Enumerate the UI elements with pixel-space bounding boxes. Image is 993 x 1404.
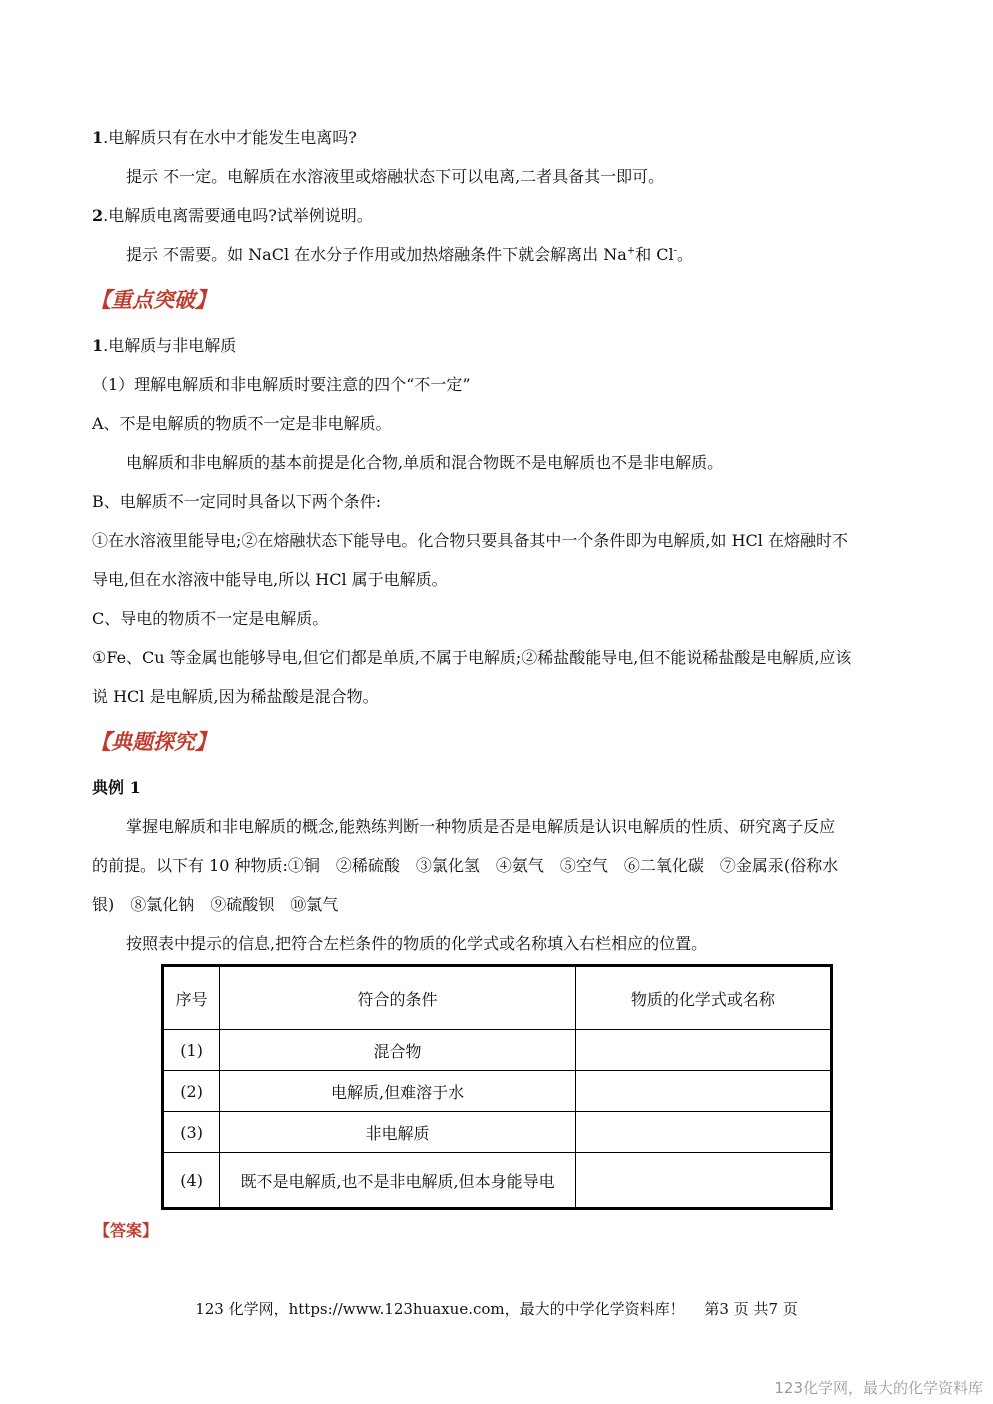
answer-label: 【答案】 — [94, 1221, 159, 1240]
table-row — [163, 1153, 832, 1209]
row-answer-cell[interactable] — [575, 1112, 831, 1153]
point-b-text-1: ①在水溶液里能导电;②在熔融状态下能导电。化合物只要具备其中一个条件即为电解质,如 HCl 在熔融时不 — [92, 531, 848, 550]
point-b: B、电解质不一定同时具备以下两个条件: — [92, 492, 382, 511]
heading-electrolyte — [92, 336, 236, 356]
row-condition: 既不是电解质,也不是非电解质,但本身能导电 — [220, 1153, 576, 1209]
table-row — [163, 1071, 832, 1112]
point-b-text-2: 导电,但在水溶液中能导电,所以 HCl 属于电解质。 — [92, 570, 448, 589]
subheading-four-not: （1）理解电解质和非电解质时要注意的四个“不一定” — [92, 375, 471, 394]
row-condition: 混合物 — [220, 1030, 576, 1071]
point-a: A、不是电解质的物质不一定是非电解质。 — [92, 414, 392, 433]
row-condition: 非电解质 — [220, 1112, 576, 1153]
table-header-row — [163, 966, 832, 1030]
question-2-hint-b: 和 Cl — [635, 245, 674, 264]
question-2-text: .电解质电离需要通电吗?试举例说明。 — [103, 206, 373, 225]
point-c: C、导电的物质不一定是电解质。 — [92, 609, 329, 628]
point-c-text-1: ①Fe、Cu 等金属也能够导电,但它们都是单质,不属于电解质;②稀盐酸能导电,但不能说稀盐酸是电解质,应该 — [92, 648, 852, 667]
question-2-hint-c: 。 — [677, 245, 694, 264]
question-1-text: .电解质只有在水中才能发生电离吗? — [103, 128, 357, 147]
row-number: (2) — [163, 1071, 220, 1112]
row-number: (1) — [163, 1030, 220, 1071]
question-2-number: 2 — [92, 206, 104, 225]
page-footer: 123 化学网，https://www.123huaxue.com，最大的中学化学资料库！ 第3 页 共7 页 — [195, 1300, 798, 1318]
point-c-text-2: 说 HCl 是电解质,因为稀盐酸是混合物。 — [92, 687, 379, 706]
question-2-hint-a: 提示 不需要。如 NaCl 在水分子作用或加热熔融条件下就会解离出 Na — [126, 245, 627, 264]
example-instruction: 按照表中提示的信息,把符合左栏条件的物质的化学式或名称填入右栏相应的位置。 — [126, 934, 708, 953]
answer-table — [161, 964, 833, 1210]
row-answer-cell[interactable] — [575, 1030, 831, 1071]
point-a-text: 电解质和非电解质的基本前提是化合物,单质和混合物既不是电解质也不是非电解质。 — [126, 453, 724, 472]
question-1-hint: 提示 不一定。电解质在水溶液里或熔融状态下可以电离,二者具备其一即可。 — [126, 167, 665, 186]
question-2-hint — [126, 245, 693, 265]
sodium-charge: + — [626, 245, 636, 257]
header-number: 序号 — [163, 966, 220, 1030]
question-1-number: 1 — [92, 128, 104, 147]
heading-number: 1 — [92, 336, 104, 355]
table-row — [163, 1112, 832, 1153]
heading-text: .电解质与非电解质 — [103, 336, 237, 355]
question-2 — [92, 206, 373, 226]
row-number: (4) — [163, 1153, 220, 1209]
row-number: (3) — [163, 1112, 220, 1153]
header-condition: 符合的条件 — [220, 966, 576, 1030]
chloride-charge: - — [673, 245, 678, 257]
row-condition: 电解质,但难溶于水 — [220, 1071, 576, 1112]
example-paragraph-1: 掌握电解质和非电解质的概念,能熟练判断一种物质是否是电解质是认识电解质的性质、研究离子反应 — [126, 817, 836, 836]
header-substance: 物质的化学式或名称 — [575, 966, 831, 1030]
row-answer-cell[interactable] — [575, 1153, 831, 1209]
example-paragraph-2: 的前提。以下有 10 种物质:①铜 ②稀硫酸 ③氯化氢 ④氨气 ⑤空气 ⑥二氧化碳 ⑦金属汞(俗称水 — [92, 856, 839, 875]
example-paragraph-3: 银) ⑧氯化钠 ⑨硫酸钡 ⑩氯气 — [92, 895, 339, 914]
example-label: 典例 1 — [92, 778, 141, 797]
row-answer-cell[interactable] — [575, 1071, 831, 1112]
site-watermark: 123化学网，最大的化学资料库 — [774, 1379, 983, 1397]
section-title-examples: 【典题探究】 — [90, 730, 216, 754]
section-title-key-points: 【重点突破】 — [90, 288, 216, 312]
question-1 — [92, 128, 357, 148]
table-row — [163, 1030, 832, 1071]
